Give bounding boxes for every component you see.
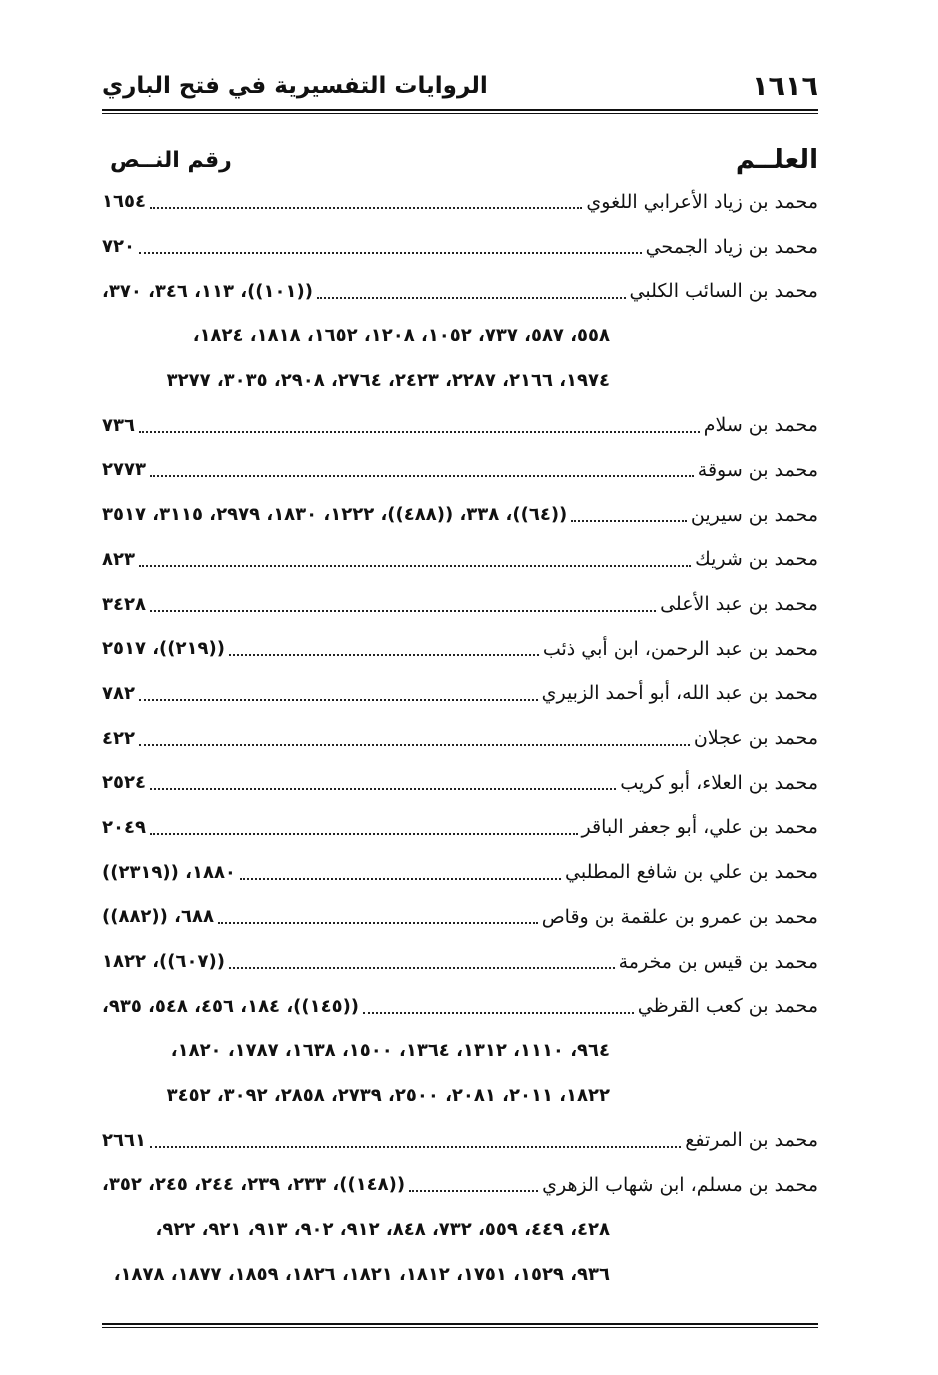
- dot-leader: [150, 207, 582, 209]
- entry-references: ٤٢٢: [102, 727, 135, 749]
- index-entry: [102, 627, 818, 672]
- index-entry: [102, 850, 818, 895]
- index-entry-continuation: [102, 1253, 818, 1298]
- index-entry: [102, 180, 818, 225]
- dot-leader: [150, 833, 578, 835]
- entry-name: محمد بن العلاء، أبو كريب: [620, 771, 818, 794]
- entry-name: محمد بن قيس بن مخرمة: [618, 950, 818, 973]
- index-entry: [102, 761, 818, 806]
- column-heading-number: رقم النــص: [110, 147, 232, 173]
- entry-name: محمد بن مسلم، ابن شهاب الزهري: [542, 1173, 818, 1196]
- book-title: الروايات التفسيرية في فتح الباري: [102, 73, 488, 99]
- dot-leader: [240, 878, 561, 880]
- entry-references: ١٨٢٢، ٢٠١١، ٢٠٨١، ٢٥٠٠، ٢٧٣٩، ٢٨٥٨، ٣٠٩٢، ٣٤٥٢: [166, 1085, 610, 1107]
- entry-references: ((١٠١))، ١١٣، ٣٤٦، ٣٧٠،: [102, 280, 313, 302]
- column-headings: [102, 138, 818, 182]
- entry-name: محمد بن عبد الرحمن، ابن أبي ذئب: [542, 637, 818, 660]
- entry-references: ((١٤٨))، ٢٣٣، ٢٣٩، ٢٤٤، ٢٤٥، ٣٥٢،: [102, 1174, 406, 1196]
- entry-name: محمد بن المرتفع: [685, 1129, 818, 1152]
- entry-name: محمد بن علي، أبو جعفر الباقر: [581, 816, 818, 839]
- entry-references: ٦٨٨، ((٨٨٢)): [102, 906, 214, 928]
- entry-references: ١٦٥٤: [102, 191, 146, 213]
- index-entry: [102, 225, 818, 270]
- index-entry: [102, 984, 818, 1029]
- index-entry-continuation: [102, 1074, 818, 1119]
- index-entry: [102, 895, 818, 940]
- column-heading-name: العلــم: [735, 145, 818, 175]
- dot-leader: [139, 252, 642, 254]
- entry-name: محمد بن سلام: [703, 414, 818, 437]
- index-entry: [102, 672, 818, 717]
- entry-references: ((١٤٥))، ١٨٤، ٤٥٦، ٥٤٨، ٩٣٥،: [102, 995, 360, 1017]
- entry-references: ((٢١٩))، ٢٥١٧: [102, 638, 225, 660]
- dot-leader: [139, 431, 700, 433]
- dot-leader: [229, 654, 539, 656]
- entry-name: محمد بن سوقة: [697, 458, 818, 481]
- entry-references: ٩٦٤، ١١١٠، ١٣١٢، ١٣٦٤، ١٥٠٠، ١٦٣٨، ١٧٨٧، ١٨٢٠،: [170, 1040, 610, 1062]
- index-entry: [102, 448, 818, 493]
- index-entry-continuation: [102, 1208, 818, 1253]
- index-entry: [102, 403, 818, 448]
- index-entry: [102, 1163, 818, 1208]
- page-number: ١٦١٦: [752, 70, 818, 102]
- index-entries: [102, 180, 818, 1297]
- entry-name: محمد بن سيرين: [690, 503, 818, 526]
- footer-divider: [102, 1323, 818, 1328]
- entry-name: محمد بن شريك: [695, 548, 818, 571]
- entry-references: ((٦٤))، ٣٣٨، ((٤٨٨))، ١٢٢٢، ١٨٣٠، ٢٩٧٩، ٣١١٥، ٣٥١٧: [102, 504, 568, 526]
- entry-references: ٤٢٨، ٤٤٩، ٥٥٩، ٧٣٢، ٨٤٨، ٩١٢، ٩٠٢، ٩١٣، ٩٢١، ٩٢٢،: [155, 1219, 610, 1241]
- entry-references: ٥٥٨، ٥٨٧، ٧٣٧، ١٠٥٢، ١٢٠٨، ١٦٥٢، ١٨١٨، ١٨٢٤،: [192, 325, 610, 347]
- entry-references: ٢٧٧٣: [102, 459, 146, 481]
- entry-references: ٩٣٦، ١٥٢٩، ١٧٥١، ١٨١٢، ١٨٢١، ١٨٢٦، ١٨٥٩، ١٨٧٧، ١٨٧٨،: [113, 1263, 610, 1285]
- entry-name: محمد بن كعب القرظي: [637, 995, 818, 1018]
- dot-leader: [139, 744, 690, 746]
- dot-leader: [139, 565, 691, 567]
- index-entry: [102, 538, 818, 583]
- dot-leader: [229, 967, 615, 969]
- index-entry: [102, 493, 818, 538]
- entry-references: ١٨٨٠، ((٢٣١٩)): [102, 861, 236, 883]
- entry-name: محمد بن زياد الجمحي: [645, 235, 818, 258]
- entry-name: محمد بن زياد الأعرابي اللغوي: [586, 190, 818, 213]
- index-entry: [102, 582, 818, 627]
- entry-references: ٧٨٢: [102, 682, 135, 704]
- index-entry: [102, 806, 818, 851]
- entry-name: محمد بن علي بن شافع المطلبي: [565, 861, 818, 884]
- dot-leader: [139, 699, 538, 701]
- entry-name: محمد بن السائب الكلبي: [629, 280, 818, 303]
- entry-references: ١٩٧٤، ٢١٦٦، ٢٢٨٧، ٢٤٢٣، ٢٧٦٤، ٢٩٠٨، ٣٠٣٥، ٣٢٧٧: [166, 370, 610, 392]
- dot-leader: [409, 1190, 538, 1192]
- dot-leader: [571, 520, 687, 522]
- index-entry: [102, 716, 818, 761]
- entry-name: محمد بن عمرو بن علقمة بن وقاص: [541, 905, 818, 928]
- entry-references: ٣٤٢٨: [102, 593, 146, 615]
- index-entry: [102, 269, 818, 314]
- entry-name: محمد بن عبد الله، أبو أحمد الزبيري: [541, 682, 818, 705]
- entry-references: ٧٣٦: [102, 414, 135, 436]
- index-entry-continuation: [102, 1029, 818, 1074]
- index-entry-continuation: [102, 359, 818, 404]
- index-entry: [102, 940, 818, 985]
- running-header: [102, 66, 818, 106]
- index-entry-continuation: [102, 314, 818, 359]
- header-divider: [102, 109, 818, 114]
- dot-leader: [363, 1012, 634, 1014]
- index-entry: [102, 1118, 818, 1163]
- entry-references: ((٦٠٧))، ١٨٢٢: [102, 951, 225, 973]
- entry-references: ٢٥٢٤: [102, 772, 146, 794]
- dot-leader: [150, 1146, 681, 1148]
- entry-references: ٢٦٦١: [102, 1129, 146, 1151]
- entry-references: ٢٠٤٩: [102, 816, 146, 838]
- entry-references: ٨٢٣: [102, 548, 135, 570]
- dot-leader: [150, 475, 694, 477]
- dot-leader: [317, 297, 626, 299]
- entry-references: ٧٢٠: [102, 236, 135, 258]
- dot-leader: [150, 610, 656, 612]
- dot-leader: [218, 922, 538, 924]
- dot-leader: [150, 788, 616, 790]
- entry-name: محمد بن عجلان: [693, 727, 818, 750]
- entry-name: محمد بن عبد الأعلى: [660, 593, 818, 616]
